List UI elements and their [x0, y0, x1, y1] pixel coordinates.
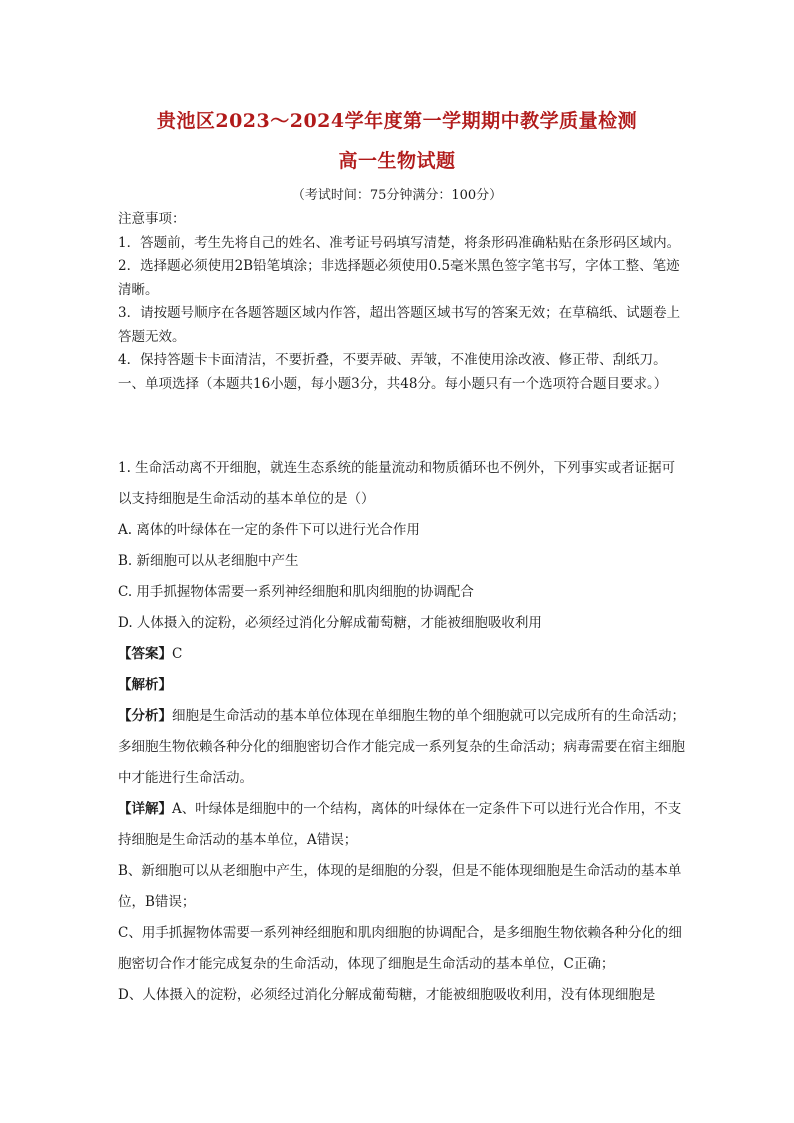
exam-title: 贵池区2023～2024学年度第一学期期中教学质量检测 — [156, 110, 638, 132]
notes-heading: 注意事项： — [118, 211, 186, 227]
fenxi-paragraph — [118, 701, 688, 794]
exam-subject-title: 高一生物试题 — [338, 150, 456, 172]
option-d: D. 人体摄入的淀粉，必须经过消化分解成葡萄糖，才能被细胞吸收利用 — [118, 615, 542, 631]
question-stem: 1. 生命活动离不开细胞，就连生态系统的能量流动和物质循环也不例外，下列事实或者证据可以支持细胞是生命活动的基本单位的是（） — [118, 460, 676, 507]
exam-notes — [118, 208, 688, 396]
note-item: 4．保持答题卡卡面清洁，不要折叠，不要弄破、弄皱，不准使用涂改液、修正带、刮纸刀。 — [118, 352, 667, 368]
xiangjie-item-d: D、人体摄入的淀粉，必须经过消化分解成葡萄糖，才能被细胞吸收利用，没有体现细胞是 — [118, 987, 656, 1003]
fenxi-text: 细胞是生命活动的基本单位体现在单细胞生物的单个细胞就可以完成所有的生命活动；多细胞生物依赖各种分化的细胞密切合作才能完成一系列复杂的生命活动；病毒需要在宿主细胞中才能进行生命活动。 — [118, 708, 685, 786]
xiangjie-item-b: B、新细胞可以从老细胞中产生，体现的是细胞的分裂，但是不能体现细胞是生命活动的基本单位，B错误； — [118, 863, 682, 910]
section-title: 一、单项选择（本题共16小题，每小题3分，共48分。每小题只有一个选项符合题目要求。） — [118, 375, 668, 392]
option-c: C. 用手抓握物体需要一系列神经细胞和肌肉细胞的协调配合 — [118, 584, 474, 600]
answer-tag: 【答案】 — [118, 646, 172, 662]
xiangjie-item-c: C、用手抓握物体需要一系列神经细胞和肌肉细胞的协调配合，是多细胞生物依赖各种分化的细胞密切合作才能完成复杂的生命活动，体现了细胞是生命活动的基本单位，C正确； — [118, 925, 682, 972]
note-item: 1．答题前，考生先将自己的姓名、准考证号码填写清楚，将条形码准确粘贴在条形码区域内。 — [118, 234, 681, 251]
option-a: A. 离体的叶绿体在一定的条件下可以进行光合作用 — [118, 522, 420, 538]
fenxi-tag: 【分析】 — [118, 708, 172, 724]
note-item: 3．请按题号顺序在各题答题区域内作答，超出答题区域书写的答案无效；在草稿纸、试题卷上答题无效。 — [118, 305, 681, 345]
option-b: B. 新细胞可以从老细胞中产生 — [118, 553, 299, 569]
question-1 — [118, 453, 688, 1011]
xiangjie-paragraph — [118, 794, 688, 856]
answer-line — [118, 639, 688, 670]
exam-info: （考试时间：75分钟满分：100分） — [291, 188, 503, 203]
analysis-tag: 【解析】 — [118, 677, 172, 693]
xiangjie-item-a: A、叶绿体是细胞中的一个结构，离体的叶绿体在一定条件下可以进行光合作用，不支持细胞是生命活动的基本单位，A错误； — [118, 801, 682, 848]
xiangjie-tag: 【详解】 — [118, 801, 172, 817]
answer-value: C — [172, 646, 183, 662]
note-item: 2．选择题必须使用2B铅笔填涂；非选择题必须使用0.5毫米黑色签字笔书写，字体工整、笔迹清晰。 — [118, 258, 680, 298]
